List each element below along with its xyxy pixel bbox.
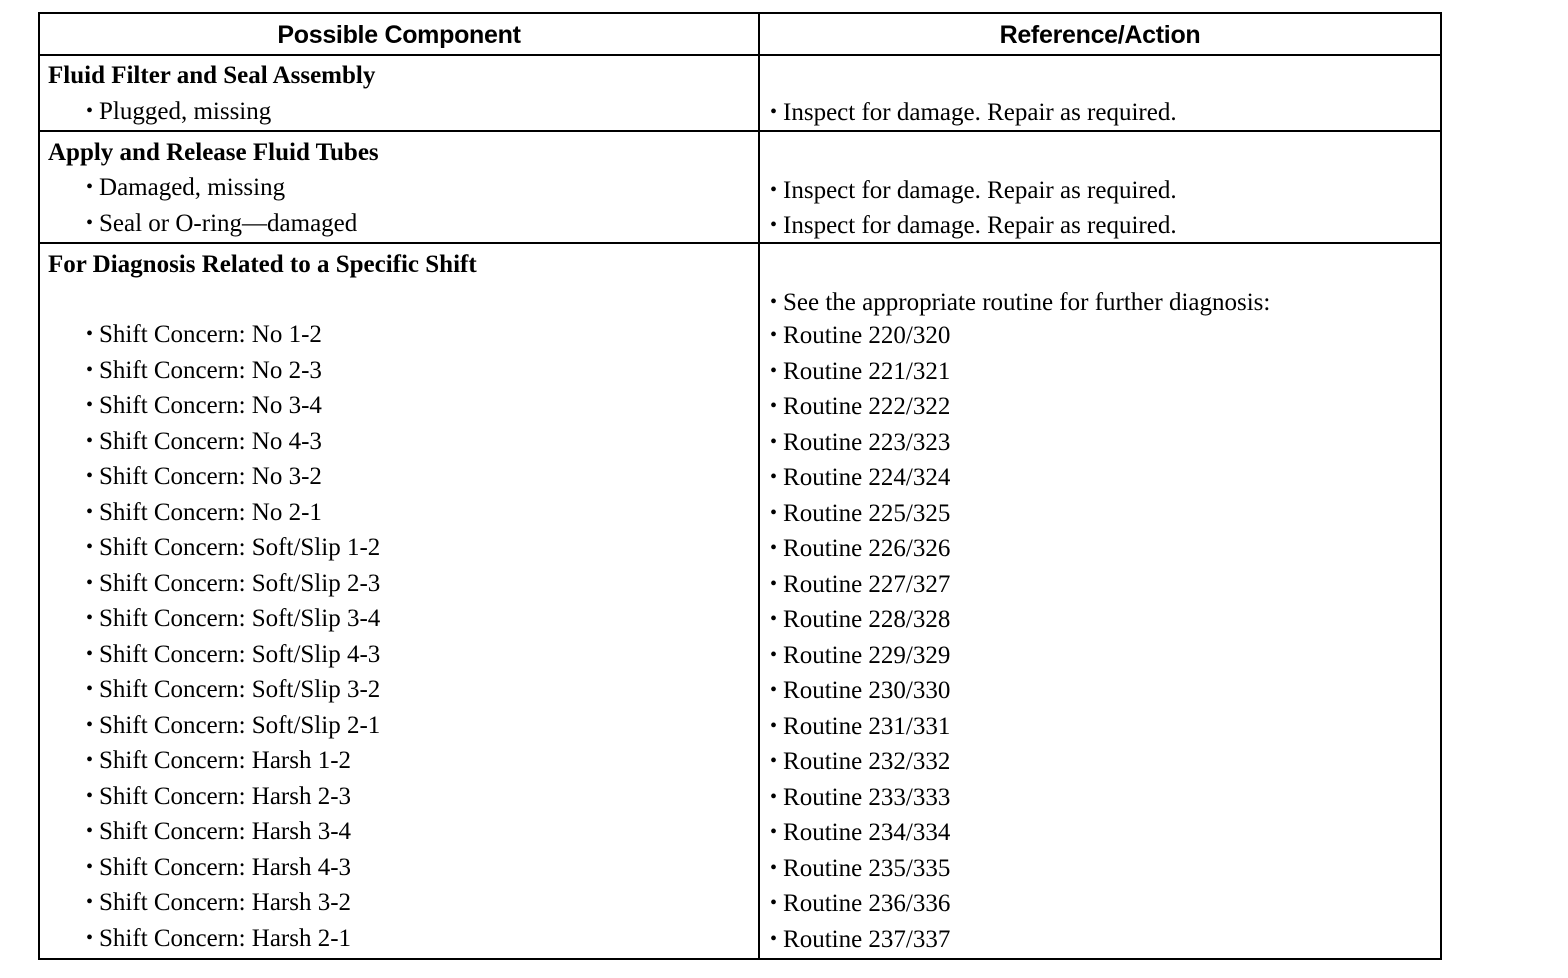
component-item: • Shift Concern: Harsh 1-2 (86, 746, 351, 777)
component-item: • Shift Concern: Harsh 4-3 (86, 853, 351, 884)
component-item: • Shift Concern: No 2-1 (86, 498, 322, 529)
diagnosis-table (38, 12, 1442, 960)
component-item: • Shift Concern: No 2-3 (86, 356, 322, 387)
section-title: For Diagnosis Related to a Specific Shift (48, 251, 477, 278)
action-item: • Routine 226/326 (770, 534, 950, 565)
component-item: • Shift Concern: Soft/Slip 4-3 (86, 640, 380, 671)
column-header-action: Reference/Action (999, 21, 1201, 49)
component-item: • Shift Concern: Harsh 3-2 (86, 888, 351, 919)
action-item: • Routine 231/331 (770, 712, 950, 743)
component-item: • Shift Concern: Soft/Slip 2-3 (86, 569, 380, 600)
action-item: • Routine 223/323 (770, 428, 950, 459)
component-item: • Damaged, missing (86, 173, 285, 204)
component-item: • Shift Concern: Harsh 2-1 (86, 924, 351, 955)
section-title: Apply and Release Fluid Tubes (48, 139, 379, 166)
component-item: • Seal or O-ring—damaged (86, 209, 357, 240)
column-divider (758, 14, 760, 958)
component-item: • Shift Concern: No 4-3 (86, 427, 322, 458)
action-item: • Routine 220/320 (770, 321, 950, 352)
section-title: Fluid Filter and Seal Assembly (48, 62, 376, 89)
component-item: • Shift Concern: Harsh 3-4 (86, 817, 351, 848)
action-item: • Inspect for damage. Repair as required. (770, 211, 1177, 242)
action-item: • Routine 236/336 (770, 889, 950, 920)
component-item: • Shift Concern: No 3-4 (86, 391, 322, 422)
action-item: • Routine 230/330 (770, 676, 950, 707)
action-item: • Routine 222/322 (770, 392, 950, 423)
action-item: • Inspect for damage. Repair as required. (770, 98, 1177, 129)
action-item: • Routine 228/328 (770, 605, 950, 636)
action-item: • Routine 235/335 (770, 854, 950, 885)
component-item: • Shift Concern: Soft/Slip 3-2 (86, 675, 380, 706)
action-item: • Routine 224/324 (770, 463, 950, 494)
component-item: • Plugged, missing (86, 97, 271, 128)
action-item: • Routine 234/334 (770, 818, 950, 849)
component-item: • Shift Concern: Soft/Slip 3-4 (86, 604, 380, 635)
action-item: • Routine 237/337 (770, 925, 950, 956)
row-divider (40, 242, 1440, 244)
section-note: • See the appropriate routine for further diagnosis: (770, 288, 1270, 319)
action-item: • Routine 232/332 (770, 747, 950, 778)
action-item: • Routine 233/333 (770, 783, 950, 814)
action-item: • Routine 221/321 (770, 357, 950, 388)
row-divider (40, 130, 1440, 132)
component-item: • Shift Concern: No 1-2 (86, 320, 322, 351)
column-header-component: Possible Component (277, 21, 521, 49)
action-item: • Inspect for damage. Repair as required. (770, 176, 1177, 207)
action-item: • Routine 227/327 (770, 570, 950, 601)
action-item: • Routine 229/329 (770, 641, 950, 672)
component-item: • Shift Concern: Soft/Slip 2-1 (86, 711, 380, 742)
component-item: • Shift Concern: Soft/Slip 1-2 (86, 533, 380, 564)
component-item: • Shift Concern: Harsh 2-3 (86, 782, 351, 813)
component-item: • Shift Concern: No 3-2 (86, 462, 322, 493)
action-item: • Routine 225/325 (770, 499, 950, 530)
